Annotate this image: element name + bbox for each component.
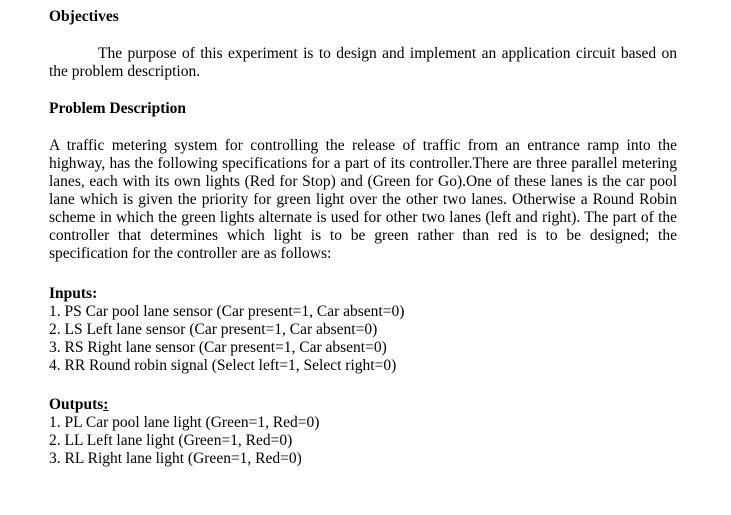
inputs-list-item: 4. RR Round robin signal (Select left=1, Select right=0) — [49, 357, 397, 374]
outputs-list-item: 3. RL Right lane light (Green=1, Red=0) — [49, 450, 302, 467]
inputs-list — [49, 303, 404, 375]
problem-description-heading: Problem Description — [49, 100, 187, 117]
inputs-list-item: 3. RS Right lane sensor (Car present=1, Car absent=0) — [49, 339, 387, 356]
objectives-paragraph: The purpose of this experiment is to design and implement an application circuit based on the problem description. — [49, 45, 677, 80]
outputs-heading-label: Outputs — [49, 396, 104, 413]
inputs-list-item: 2. LS Left lane sensor (Car present=1, Car absent=0) — [49, 321, 378, 338]
outputs-list-item: 1. PL Car pool lane light (Green=1, Red=0) — [49, 414, 320, 431]
objectives-heading: Objectives — [49, 8, 119, 25]
outputs-list-item: 2. LL Left lane light (Green=1, Red=0) — [49, 432, 293, 449]
problem-description-paragraph: A traffic metering system for controlling the release of traffic from an entrance ramp into the highway, has the following specifications for a part of its controller.There are three parallel metering lanes, each with its own lights (Red for Stop) and (Green for Go).One of these lanes is the car pool lane which is given the priority for green light over the other two lanes. Otherwise a Round Robin scheme in which the green lights alternate is used for other two lanes (left and right). The part of the controller that determines which light is to be green rather than red is to be designed; the specification for the controller are as follows: — [49, 137, 677, 262]
outputs-heading — [49, 396, 108, 414]
outputs-list — [49, 414, 319, 468]
outputs-heading-colon: : — [103, 396, 109, 413]
inputs-list-item: 1. PS Car pool lane sensor (Car present=1, Car absent=0) — [49, 303, 405, 320]
inputs-heading: Inputs: — [49, 285, 98, 302]
